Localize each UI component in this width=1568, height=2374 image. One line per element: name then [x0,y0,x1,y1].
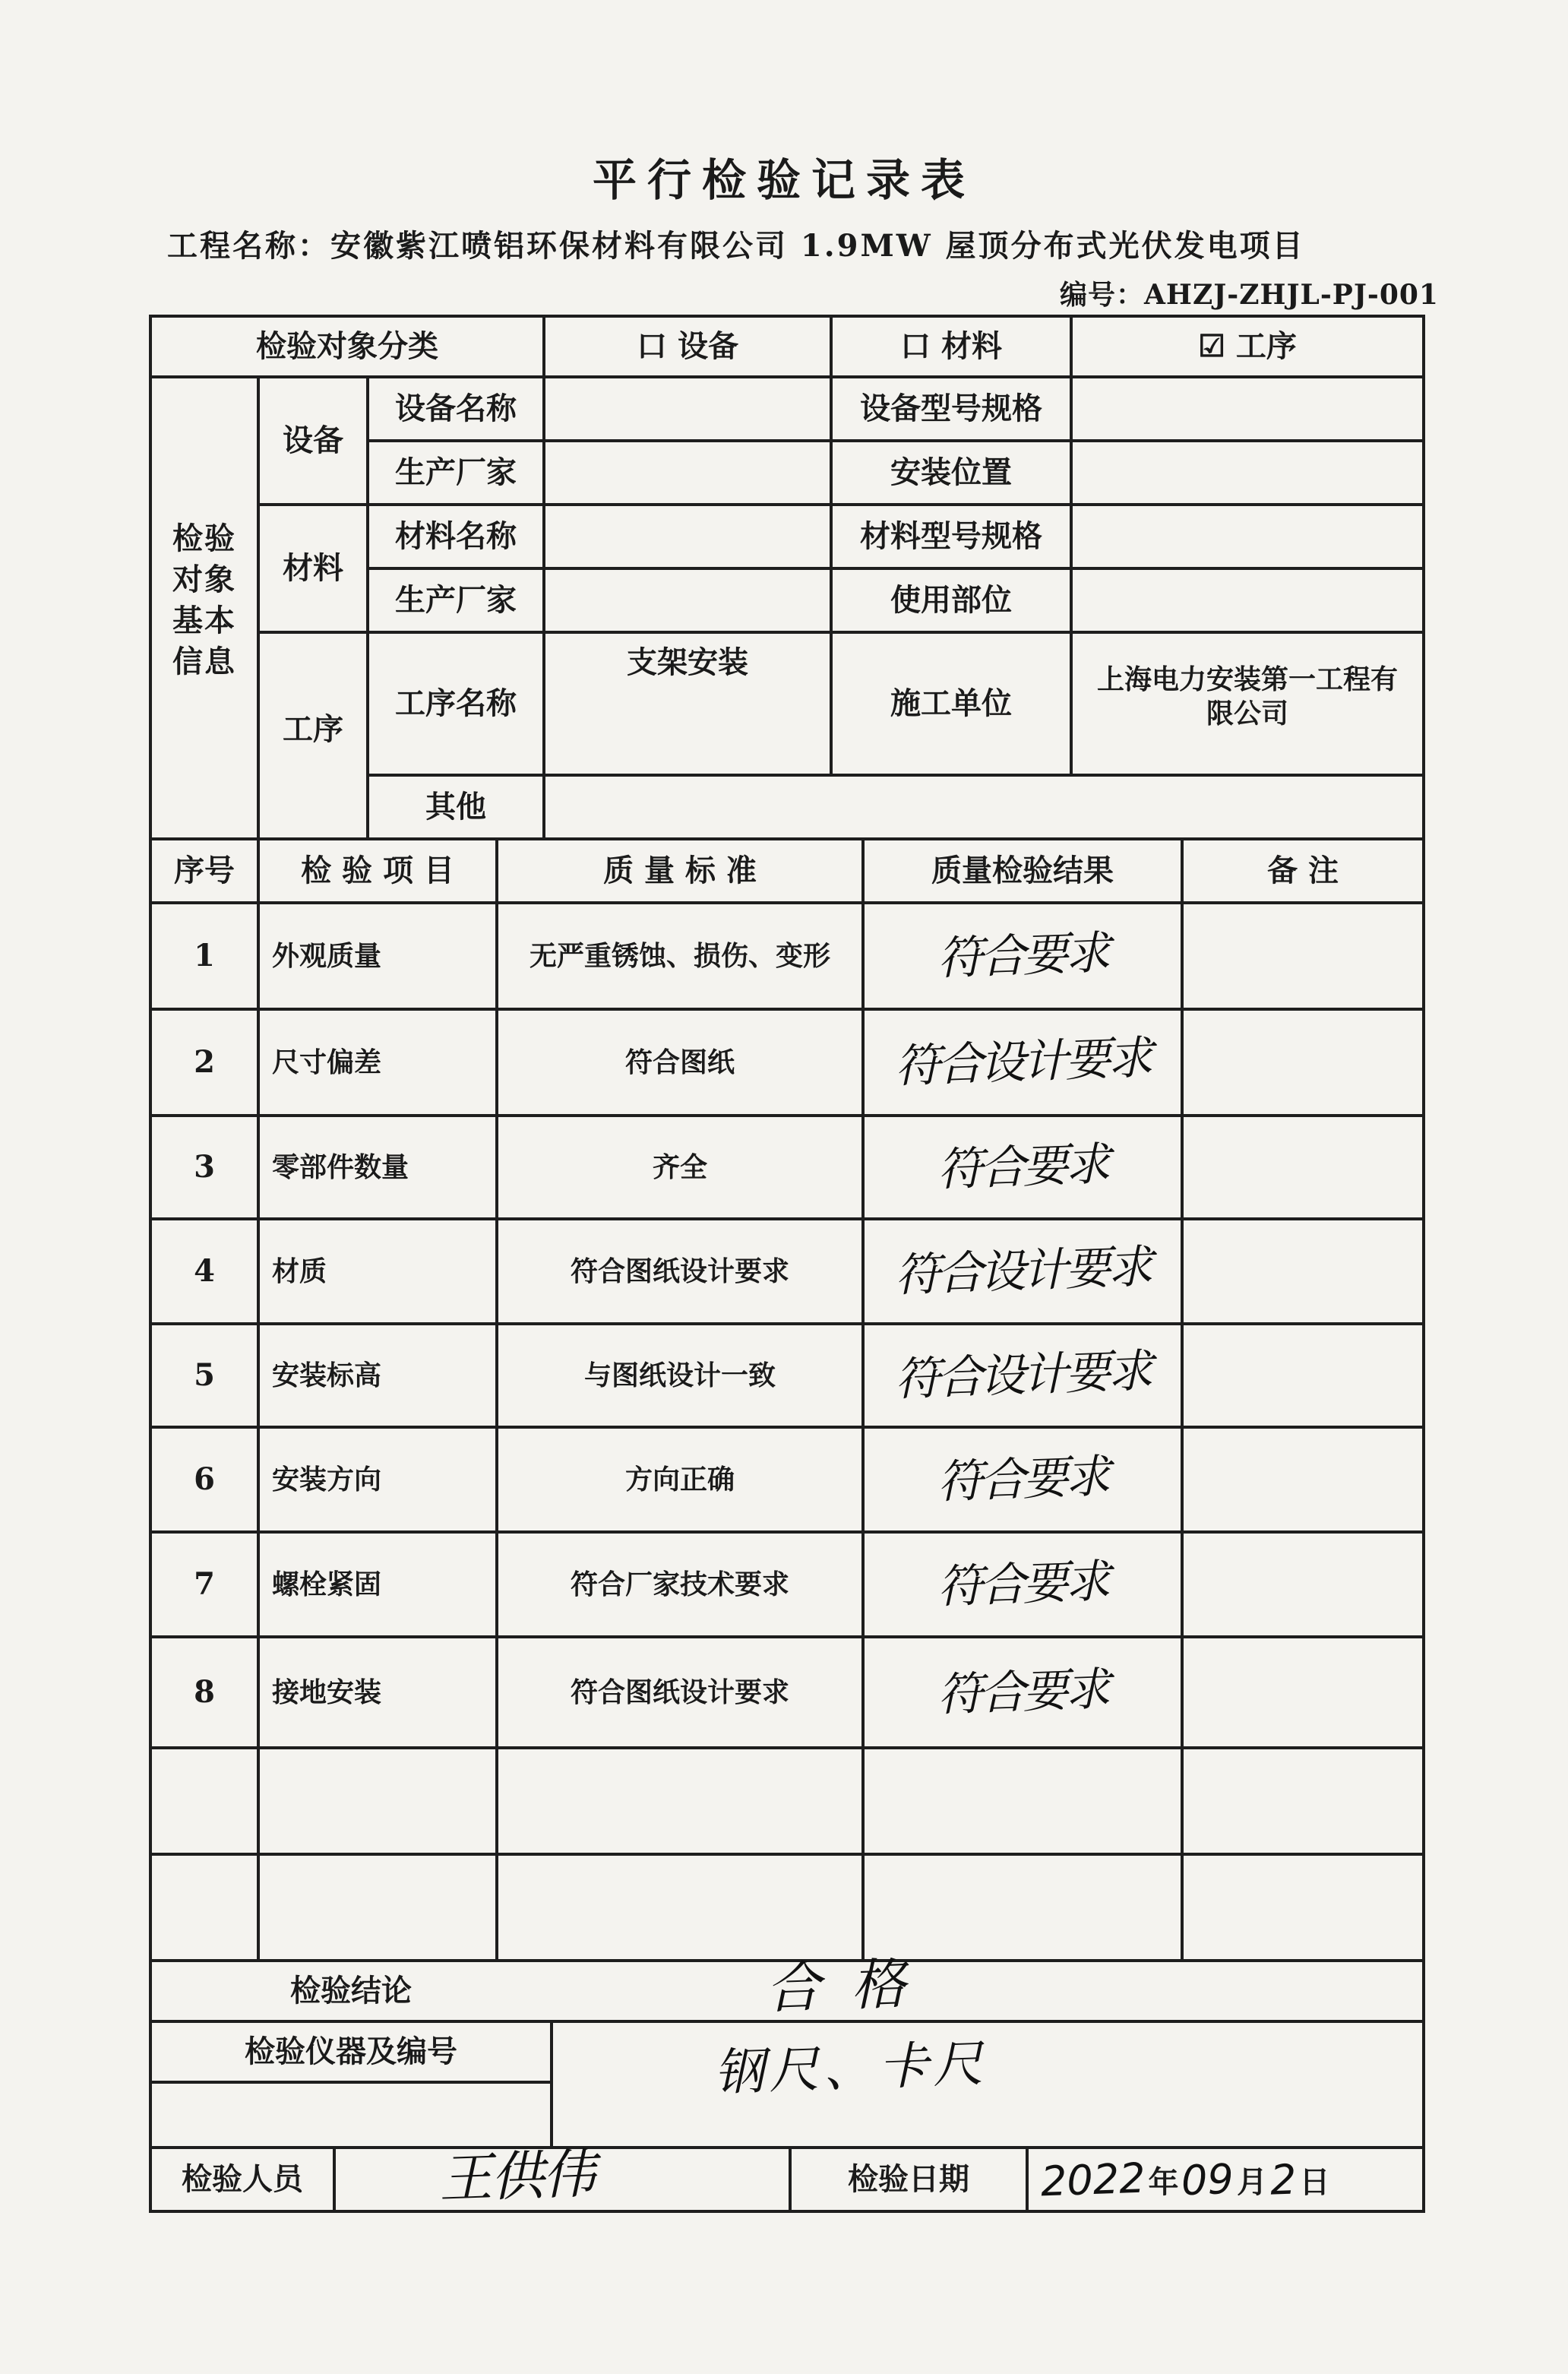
row-1-item: 外观质量 [272,939,382,972]
row-6-standard: 方向正确 [624,1463,735,1496]
row-5-seq: 5 [194,1357,215,1393]
header-result: 质量检验结果 [931,853,1114,888]
row-5-item: 安装标高 [272,1359,382,1391]
row-4-standard: 符合图纸设计要求 [570,1255,789,1287]
row-4-seq: 4 [194,1253,215,1289]
row-2-seq: 2 [194,1044,215,1080]
row-8-item: 接地安装 [272,1676,382,1708]
device-model-label: 设备型号规格 [860,391,1042,426]
inspector-signature: 王供伟 [438,2142,596,2211]
document-code: 编号：AHZJ-ZHJL-PJ-001 [1060,279,1439,311]
header-remark: 备 注 [1267,853,1339,888]
device-maker-label: 生产厂家 [395,454,517,490]
row-6-seq: 6 [194,1461,215,1497]
conclusion-value: 合格 [764,1951,937,2021]
process-name-value: 支架安装 [627,644,748,680]
row-1-seq: 1 [194,938,215,973]
row-7-standard: 符合厂家技术要求 [570,1568,789,1600]
row-3-seq: 3 [194,1149,215,1185]
row-3-item: 零部件数量 [272,1151,409,1183]
row-7-seq: 7 [194,1566,215,1602]
row-2-result: 符合设计要求 [893,1030,1152,1094]
date-day-label: 日 [1299,2164,1330,2200]
row-8-seq: 8 [194,1674,215,1710]
instruments-label: 检验仪器及编号 [245,2034,457,2069]
row-7-item: 螺栓紧固 [272,1568,382,1600]
construction-unit-value: 上海电力安装第一工程有限公司 [1096,663,1398,730]
date-year-label: 年 [1148,2164,1179,2200]
row-5-standard: 与图纸设计一致 [583,1359,776,1391]
date-value [1041,2148,1421,2211]
row-3-standard: 齐全 [652,1151,707,1183]
row-4-result: 符合设计要求 [893,1239,1152,1303]
device-name-label: 设备名称 [395,391,517,426]
date-month: 09 [1181,2154,1235,2205]
material-label: 材料 [283,550,343,586]
date-day: 2 [1269,2154,1298,2205]
row-1-result: 符合要求 [936,926,1109,986]
project-name: 工程名称：安徽紫江喷铝环保材料有限公司 1.9MW 屋顶分布式光伏发电项目 [167,228,1305,264]
header-seq: 序号 [174,853,235,888]
row-7-result: 符合要求 [936,1554,1109,1614]
row-2-item: 尺寸偏差 [272,1046,382,1078]
date-month-label: 月 [1237,2164,1268,2200]
construction-unit-label: 施工单位 [890,685,1012,721]
category-option-process: ☑ 工序 [1198,328,1297,364]
material-name-label: 材料名称 [395,518,517,554]
conclusion-label: 检验结论 [290,1973,412,2008]
instruments-value: 钢尺、卡尺 [713,2034,989,2103]
row-8-standard: 符合图纸设计要求 [570,1676,789,1708]
process-label: 工序 [283,711,343,747]
row-3-result: 符合要求 [936,1137,1109,1197]
material-model-label: 材料型号规格 [860,518,1042,554]
category-option-device: 口 设备 [637,328,738,364]
material-use-label: 使用部位 [890,582,1012,618]
category-option-material: 口 材料 [900,328,1002,364]
row-2-standard: 符合图纸 [624,1046,735,1078]
header-item: 检 验 项 目 [301,853,454,888]
date-label: 检验日期 [848,2161,969,2197]
row-6-result: 符合要求 [936,1449,1109,1509]
page-title: 平行检验记录表 [592,154,975,206]
row-6-item: 安装方向 [272,1463,382,1496]
row-1-standard: 无严重锈蚀、损伤、变形 [529,939,830,972]
material-maker-label: 生产厂家 [395,582,517,618]
device-label: 设备 [283,423,343,458]
device-location-label: 安装位置 [890,454,1012,490]
category-label: 检验对象分类 [256,328,438,364]
process-name-label: 工序名称 [395,685,517,721]
row-8-result: 符合要求 [936,1662,1109,1722]
header-standard: 质 量 标 准 [603,853,757,888]
row-4-item: 材质 [272,1255,327,1287]
date-year: 2022 [1039,2154,1146,2205]
inspector-label: 检验人员 [182,2161,303,2197]
row-5-result: 符合设计要求 [893,1344,1152,1407]
other-label: 其他 [425,789,486,825]
basic-info-group-label: 检验对象基本信息 [172,521,236,679]
